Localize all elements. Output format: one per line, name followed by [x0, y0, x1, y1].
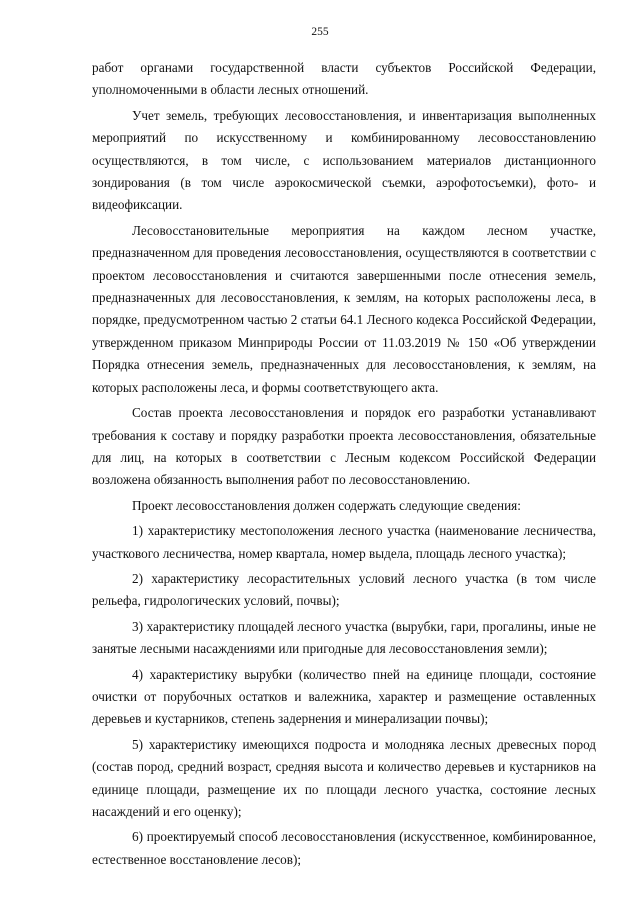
page-body — [92, 57, 596, 874]
list-item-5: 5) характеристику имеющихся подроста и молодняка лесных древесных пород (состав пород, средний возраст, средняя высота и количество деревьев и кустарников на единице площади, размещение их по площади лесного участка, состояние лесных насаждений и его оценку); — [92, 736, 596, 819]
list-item-1: 1) характеристику местоположения лесного участка (наименование лесничества, участкового лесничества, номер квартала, номер выдела, площадь лесного участка); — [92, 523, 596, 561]
paragraph-project-contents-intro: Проект лесовосстановления должен содержать следующие сведения: — [132, 497, 521, 513]
paragraph-land-accounting: Учет земель, требующих лесовосстановления, и инвентаризация выполненных мероприятий по искусственному и комбинированному лесовосстановлению осуществляются, в том числе, с использованием материалов дистанционного зондирования (в том числе аэрокосмической съемки, аэрофотосъемки), фото- и видеофиксации. — [92, 107, 596, 213]
list-item-6: 6) проектируемый способ лесовосстановления (искусственное, комбинированное, естественное восстановление лесов); — [92, 829, 596, 867]
paragraph-project-composition: Состав проекта лесовосстановления и порядок его разработки устанавливают требования к составу и порядку разработки проекта лесовосстановления, обязательные для лиц, на которых в соответствии с Лесным кодексом Российской Федерации возложена обязанность выполнения работ по лесовосстановлению. — [92, 405, 596, 488]
paragraph-reforestation-measures: Лесовосстановительные мероприятия на каждом лесном участке, предназначенном для проведения лесовосстановления, осуществляются в соответствии с проектом лесовосстановления и считаются завершенными после отнесения земель, предназначенных для лесовосстановления, к землям, на которых расположены леса, в порядке, предусмотренном частью 2 статьи 64.1 Лесного кодекса Российской Федерации, утвержденном приказом Минприроды России от 11.03.2019 № 150 «Об утверждении Порядка отнесения земель, предназначенных для лесовосстановления, к землям, на которых расположены леса, и формы соответствующего акта. — [92, 222, 596, 395]
paragraph-continuation: работ органами государственной власти субъектов Российской Федерации, уполномоченными в области лесных отношений. — [92, 60, 596, 98]
list-item-4: 4) характеристику вырубки (количество пней на единице площади, состояние очистки от порубочных остатков и валежника, характер и размещение оставленных деревьев и кустарников, степень задернения и минерализации почвы); — [92, 666, 596, 727]
list-item-3: 3) характеристику площадей лесного участка (вырубки, гари, прогалины, иные не занятые лесными насаждениями или пригодные для лесовосстановления земли); — [92, 618, 596, 657]
list-item-2: 2) характеристику лесорастительных условий лесного участка (в том числе рельефа, гидрологических условий, почвы); — [92, 570, 596, 609]
page-number: 255 — [311, 26, 329, 38]
